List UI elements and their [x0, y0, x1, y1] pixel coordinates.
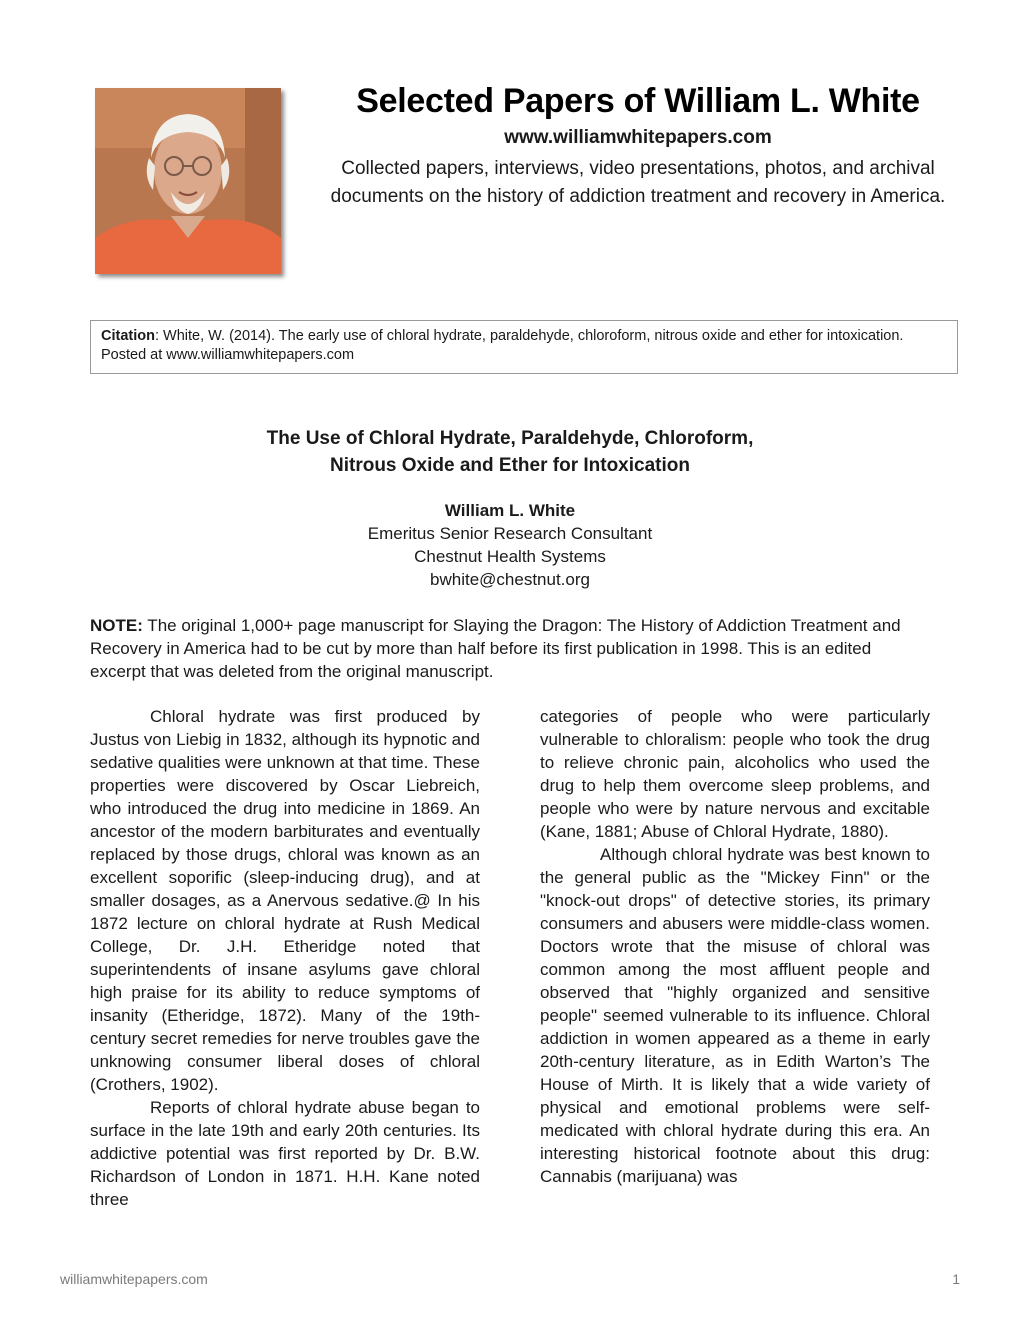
footer-site: williamwhitepapers.com [60, 1271, 208, 1287]
right-column [540, 705, 930, 1188]
paragraph: categories of people who were particularly vulnerable to chloralism: people who took the drug to relieve chronic pain, alcoholics who used the drug to help them overcome sleep problems, and people who were by nature nervous and excitable (Kane, 1881; Abuse of Chloral Hydrate, 1880). [540, 707, 930, 841]
note-label: NOTE: [90, 616, 143, 635]
citation-text: : White, W. (2014). The early use of chloral hydrate, paraldehyde, chloroform, nitrous oxide and ether for intoxication. Posted at www.williamwhitepapers.com [101, 328, 904, 363]
page-number: 1 [952, 1271, 960, 1287]
author-email[interactable]: bwhite@chestnut.org [430, 570, 590, 589]
paragraph: Chloral hydrate was first produced by Justus von Liebig in 1832, although its hypnotic and sedative qualities were unknown at that time. These properties were discovered by Oscar Liebreich, who introduced the drug into medicine in 1869. An ancestor of the modern barbiturates and eventually replaced by those drugs, chloral was known as an excellent soporific (sleep-inducing drug), and at smaller dosages, as a Anervous sedative.@ In his 1872 lecture on chloral hydrate at Rush Medical College, Dr. J.H. Etheridge noted that superintendents of insane asylums gave chloral high praise for its ability to reduce symptoms of insanity (Etheridge, 1872). Many of the 19th-century secret remedies for nerve troubles gave the unknowing consumer liberal doses of chloral (Crothers, 1902). [90, 707, 480, 1094]
left-column [90, 705, 480, 1211]
article-title-line2: Nitrous Oxide and Ether for Intoxication [330, 455, 690, 476]
author-organization: Chestnut Health Systems [414, 547, 606, 566]
article-title-line1: The Use of Chloral Hydrate, Paraldehyde, Chloroform, [266, 428, 754, 449]
site-url-link[interactable]: www.williamwhitepapers.com [504, 127, 772, 148]
citation-box [90, 320, 958, 374]
site-header [318, 82, 958, 211]
manuscript-note [90, 614, 930, 683]
author-portrait-image [95, 88, 281, 274]
note-text: The original 1,000+ page manuscript for Slaying the Dragon: The History of Addiction Treatment and Recovery in America had to be cut by more than half before its first publication in 1998. This is an edited excerpt that was deleted from the original manuscript. [90, 616, 901, 681]
author-byline [60, 499, 960, 591]
citation-label: Citation [101, 328, 155, 344]
paragraph: Reports of chloral hydrate abuse began to surface in the late 19th and early 20th centuries. Its addictive potential was first reported by Dr. B.W. Richardson of London in 1871. H.H. Kane noted three [90, 1098, 480, 1209]
author-name: William L. White [444, 501, 576, 520]
site-title: Selected Papers of William L. White [356, 82, 920, 120]
site-description: Collected papers, interviews, video presentations, photos, and archival documents on the history of addiction treatment and recovery in America. [330, 158, 946, 207]
article-title [60, 425, 960, 479]
author-photo [95, 88, 281, 274]
paragraph: Although chloral hydrate was best known to the general public as the "Mickey Finn" or the "knock-out drops" of detective stories, its primary consumers and abusers were middle-class women. Doctors wrote that the misuse of chloral was common among the most affluent people and observed that "highly organized and sensitive people" seemed vulnerable to its influence. Chloral addiction in women appeared as a theme in early 20th-century literature, as in Edith Warton’s The House of Mirth. It is likely that a wide variety of physical and emotional problems were self-medicated with chloral hydrate during this era. An interesting historical footnote about this drug: Cannabis (marijuana) was [540, 845, 930, 1186]
author-position: Emeritus Senior Research Consultant [367, 524, 653, 543]
